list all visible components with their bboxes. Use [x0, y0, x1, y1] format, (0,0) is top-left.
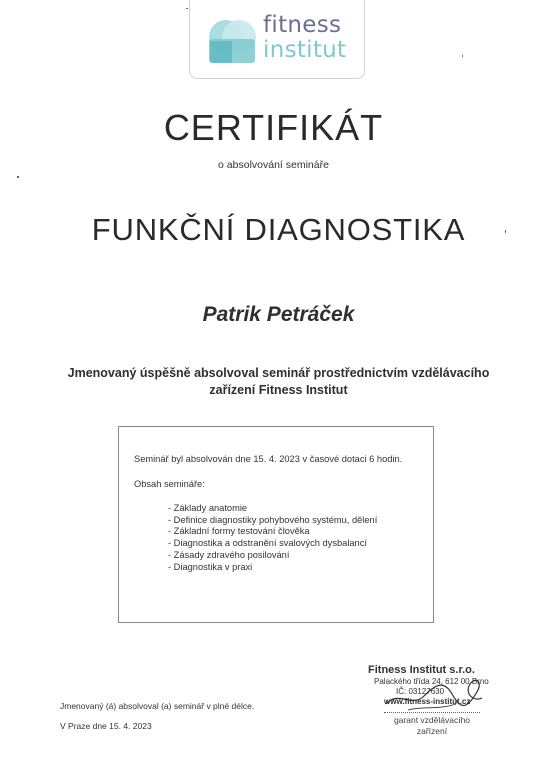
topic-item: - Základy anatomie: [168, 503, 248, 513]
stamp-company-id: IČ: 03127630: [396, 687, 445, 696]
topic-item: - Zásady zdravého posilování: [168, 549, 290, 560]
topic-item: - Základní formy testování člověka: [168, 526, 310, 537]
scan-speck: [17, 176, 19, 178]
place-and-date: V Praze dne 15. 4. 2023: [60, 721, 152, 731]
full-attendance-note: Jmenovaný (á) absolvoval (a) seminář v plné délce.: [60, 701, 255, 711]
contents-label: Obsah semináře:: [134, 479, 205, 489]
certificate-title: CERTIFIKÁT: [163, 107, 384, 148]
guarantor-label: garant vzdělávacího zařízení: [393, 715, 471, 736]
completion-info: Seminář byl absolvován dne 15. 4. 2023 v časové dotaci 6 hodin.: [134, 454, 403, 464]
stamp-address: Palackého třída 24, 612 00 Brno: [374, 677, 489, 686]
logo-line-fitness: fitness: [263, 12, 342, 38]
seminar-details-box: [118, 426, 434, 623]
signature-line: [384, 712, 480, 713]
topic-item: - Definice diagnostiky pohybového systému, dělení: [168, 514, 378, 525]
stamp-website: www.fitness-institut.cz: [384, 697, 471, 706]
topic-item: - Diagnostika v praxi: [168, 561, 253, 572]
logo-wordmark: [263, 13, 346, 63]
scan-speck: [505, 230, 506, 233]
scan-speck: [186, 8, 188, 9]
course-title: FUNKČNÍ DIAGNOSTIKA: [91, 212, 466, 247]
completion-statement: Jmenovaný úspěšně absolvoval seminář prostřednictvím vzdělávacího zařízení Fitness Institut: [67, 366, 490, 397]
signature-icon: [378, 660, 488, 720]
topic-item: - Diagnostika a odstranění svalových dysbalancí: [168, 538, 367, 549]
stamp-company-name: Fitness Institut s.r.o.: [368, 664, 475, 676]
topics-list: [168, 503, 377, 573]
fitness-institut-logo-icon: [206, 15, 258, 65]
scan-speck: [462, 55, 463, 57]
logo-box: [189, 0, 365, 79]
certificate-subtitle: o absolvování semináře: [218, 159, 329, 171]
logo-line-institut: institut: [263, 37, 347, 63]
participant-name: Patrik Petráček: [202, 303, 355, 326]
